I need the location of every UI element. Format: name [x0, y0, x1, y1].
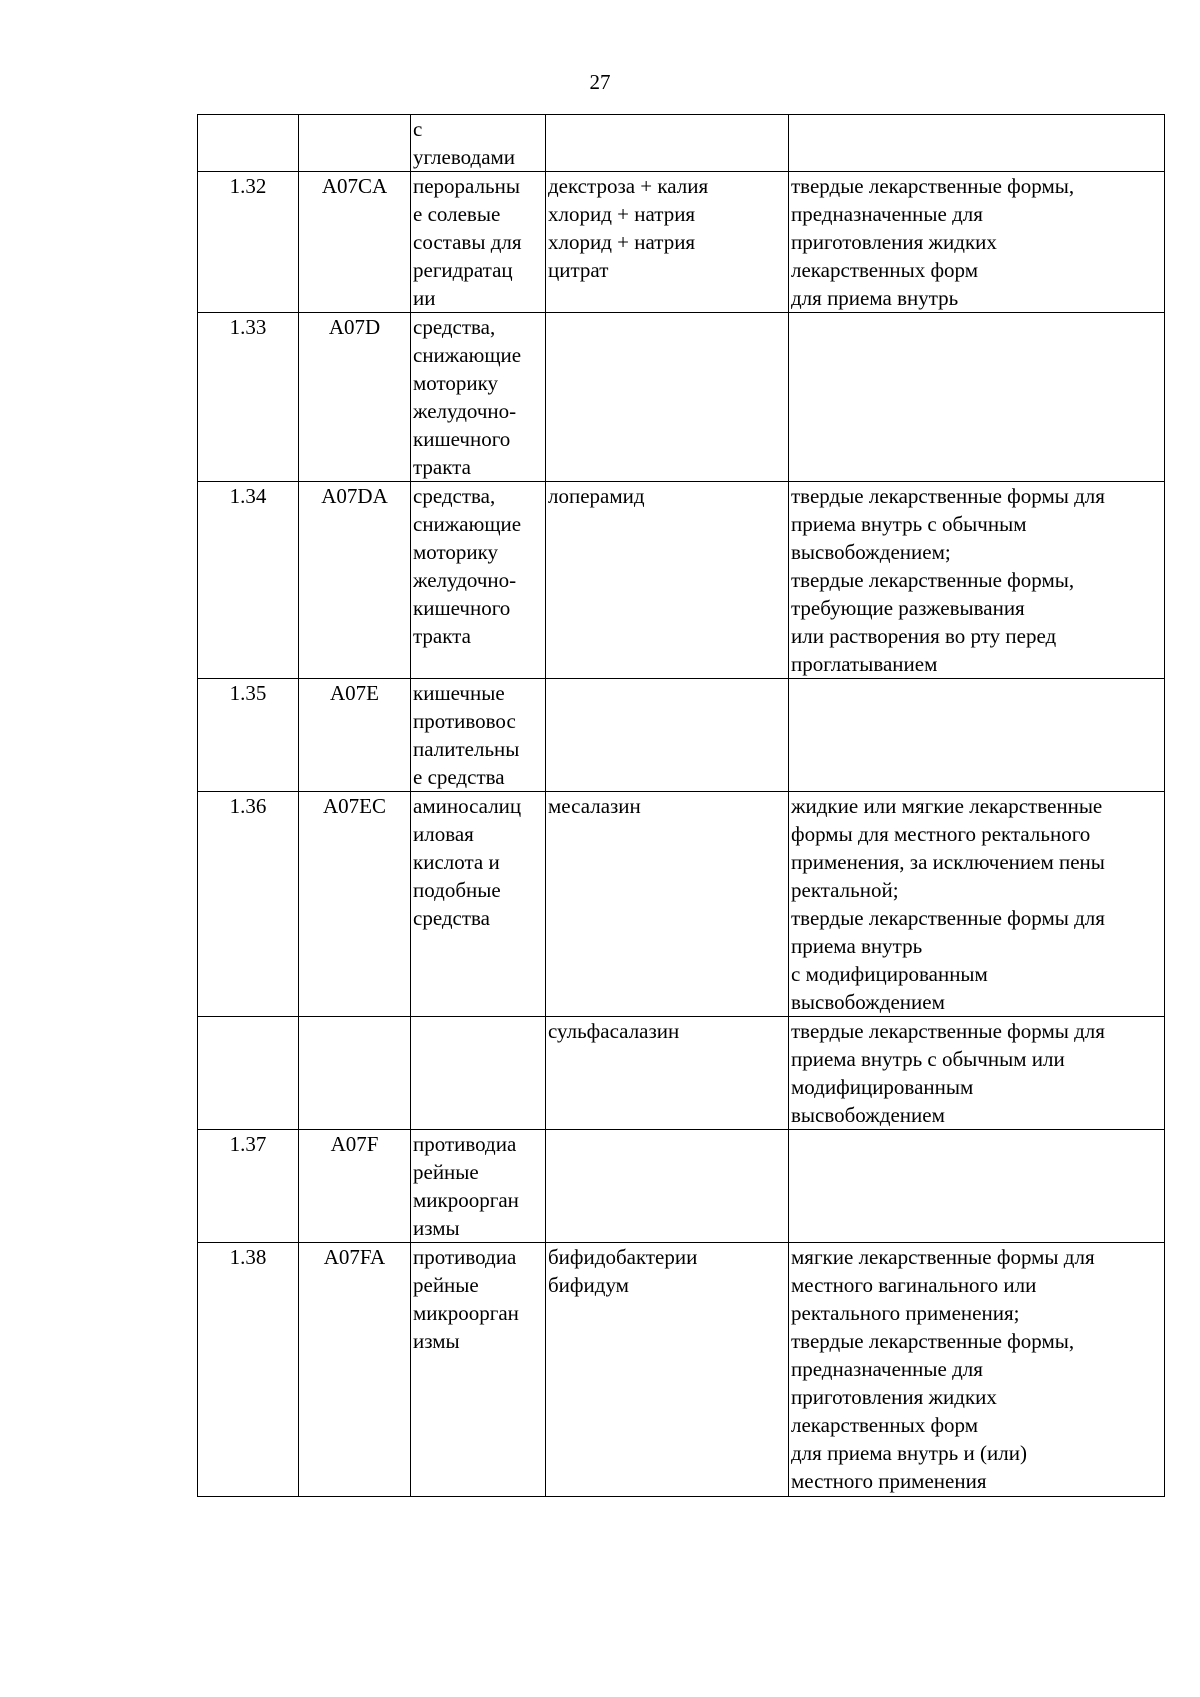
dosage-form	[789, 1130, 1165, 1243]
drug-name-line: хлорид + натрия	[548, 202, 696, 226]
pharmacologic-group-line: микроорган	[413, 1188, 519, 1212]
pharmacologic-group	[411, 1243, 546, 1497]
pharmacologic-group-line: тракта	[413, 624, 471, 648]
pharmacologic-group-line: противодиа	[413, 1132, 517, 1156]
pharmacologic-group-line: кишечного	[413, 427, 511, 451]
pharmacologic-group-line: ии	[413, 286, 436, 310]
dosage-form-line: твердые лекарственные формы,	[791, 568, 1075, 592]
pharmacologic-group-line: иловая	[413, 822, 474, 846]
dosage-form	[789, 313, 1165, 482]
drug-name	[546, 115, 789, 172]
pharmacologic-group	[411, 1017, 546, 1130]
pharmacologic-group-line: противовос	[413, 709, 516, 733]
row-number: 1.35	[198, 679, 299, 792]
pharmacologic-group-line: рейные	[413, 1273, 479, 1297]
dosage-form	[789, 1243, 1165, 1497]
pharmacologic-group-line: желудочно-	[413, 399, 517, 423]
pharmacologic-group-line: кишечного	[413, 596, 511, 620]
table-row	[198, 313, 1165, 482]
row-number: 1.33	[198, 313, 299, 482]
table-row	[198, 1243, 1165, 1497]
pharmacologic-group	[411, 1130, 546, 1243]
dosage-form-line: приема внутрь	[791, 934, 923, 958]
pharmacologic-group-line: углеводами	[413, 145, 516, 169]
drug-name-line: бифидум	[548, 1273, 629, 1297]
pharmacologic-group-line: рейные	[413, 1160, 479, 1184]
table-row	[198, 679, 1165, 792]
atc-code	[299, 115, 411, 172]
drug-name	[546, 1130, 789, 1243]
dosage-form-line: приема внутрь с обычным	[791, 512, 1027, 536]
pharmacologic-group-line: составы для	[413, 230, 522, 254]
pharmacologic-group-line: моторику	[413, 371, 499, 395]
dosage-form-line: высвобождением	[791, 990, 945, 1014]
pharmacologic-group-line: противодиа	[413, 1245, 517, 1269]
pharmacologic-group-line: е солевые	[413, 202, 501, 226]
dosage-form-line: мягкие лекарственные формы для	[791, 1245, 1095, 1269]
drug-name	[546, 172, 789, 313]
row-number: 1.38	[198, 1243, 299, 1497]
dosage-form	[789, 792, 1165, 1017]
drug-name	[546, 792, 789, 1017]
dosage-form-line: проглатыванием	[791, 652, 938, 676]
pharmacologic-group	[411, 172, 546, 313]
pharmacologic-group	[411, 115, 546, 172]
pharmacologic-group	[411, 679, 546, 792]
dosage-form-line: или растворения во рту перед	[791, 624, 1057, 648]
dosage-form	[789, 1017, 1165, 1130]
pharmacologic-group-line: измы	[413, 1216, 460, 1240]
dosage-form-line: жидкие или мягкие лекарственные	[791, 794, 1103, 818]
table-row	[198, 115, 1165, 172]
atc-code: A07CA	[299, 172, 411, 313]
dosage-form-line: ректального применения;	[791, 1301, 1020, 1325]
pharmacologic-group-line: е средства	[413, 765, 505, 789]
table-row	[198, 482, 1165, 679]
dosage-form	[789, 115, 1165, 172]
atc-code: A07FA	[299, 1243, 411, 1497]
medication-table	[197, 114, 1165, 1497]
dosage-form-line: местного вагинального или	[791, 1273, 1037, 1297]
dosage-form-line: приема внутрь с обычным или	[791, 1047, 1065, 1071]
dosage-form-line: предназначенные для	[791, 1357, 983, 1381]
drug-name	[546, 679, 789, 792]
pharmacologic-group-line: пероральны	[413, 174, 520, 198]
pharmacologic-group-line: средства,	[413, 315, 496, 339]
pharmacologic-group-line: измы	[413, 1329, 460, 1353]
atc-code: A07D	[299, 313, 411, 482]
row-number: 1.37	[198, 1130, 299, 1243]
atc-code: A07EC	[299, 792, 411, 1017]
row-number	[198, 1017, 299, 1130]
atc-code	[299, 1017, 411, 1130]
dosage-form-line: высвобождением	[791, 1103, 945, 1127]
dosage-form-line: высвобождением;	[791, 540, 951, 564]
table-row	[198, 792, 1165, 1017]
pharmacologic-group	[411, 482, 546, 679]
dosage-form-line: местного применения	[791, 1469, 987, 1493]
row-number: 1.32	[198, 172, 299, 313]
pharmacologic-group-line: моторику	[413, 540, 499, 564]
pharmacologic-group	[411, 792, 546, 1017]
page-number: 27	[589, 70, 611, 94]
drug-name	[546, 1243, 789, 1497]
dosage-form-line: требующие разжевывания	[791, 596, 1025, 620]
dosage-form-line: лекарственных форм	[791, 258, 979, 282]
atc-code: A07DA	[299, 482, 411, 679]
pharmacologic-group-line: снижающие	[413, 512, 522, 536]
dosage-form-line: модифицированным	[791, 1075, 974, 1099]
pharmacologic-group-line: микроорган	[413, 1301, 519, 1325]
pharmacologic-group	[411, 313, 546, 482]
dosage-form-line: для приема внутрь и (или)	[791, 1441, 1027, 1465]
drug-name-line: хлорид + натрия	[548, 230, 696, 254]
drug-name-line: цитрат	[548, 258, 609, 282]
pharmacologic-group-line: регидратац	[413, 258, 513, 282]
drug-name	[546, 1017, 789, 1130]
pharmacologic-group-line: снижающие	[413, 343, 522, 367]
row-number	[198, 115, 299, 172]
dosage-form-line: применения, за исключением пены	[791, 850, 1105, 874]
row-number: 1.34	[198, 482, 299, 679]
pharmacologic-group-line: кислота и	[413, 850, 500, 874]
pharmacologic-group-line: желудочно-	[413, 568, 517, 592]
dosage-form-line: для приема внутрь	[791, 286, 959, 310]
drug-name	[546, 482, 789, 679]
drug-name	[546, 313, 789, 482]
table-row	[198, 1017, 1165, 1130]
pharmacologic-group-line: палительны	[413, 737, 520, 761]
dosage-form	[789, 172, 1165, 313]
dosage-form-line: твердые лекарственные формы,	[791, 174, 1075, 198]
dosage-form-line: формы для местного ректального	[791, 822, 1091, 846]
drug-name-line: декстроза + калия	[548, 174, 709, 198]
dosage-form-line: твердые лекарственные формы,	[791, 1329, 1075, 1353]
dosage-form-line: с модифицированным	[791, 962, 988, 986]
pharmacologic-group-line: средства,	[413, 484, 496, 508]
drug-name-line: сульфасалазин	[548, 1019, 680, 1043]
dosage-form	[789, 482, 1165, 679]
pharmacologic-group-line: с	[413, 117, 423, 141]
drug-name-line: месалазин	[548, 794, 641, 818]
atc-code: A07F	[299, 1130, 411, 1243]
dosage-form-line: лекарственных форм	[791, 1413, 979, 1437]
dosage-form-line: приготовления жидких	[791, 1385, 997, 1409]
row-number: 1.36	[198, 792, 299, 1017]
pharmacologic-group-line: аминосалиц	[413, 794, 522, 818]
table-body	[198, 115, 1165, 1497]
dosage-form-line: приготовления жидких	[791, 230, 997, 254]
atc-code: A07E	[299, 679, 411, 792]
dosage-form-line: твердые лекарственные формы для	[791, 484, 1105, 508]
dosage-form-line: твердые лекарственные формы для	[791, 1019, 1105, 1043]
table-row	[198, 1130, 1165, 1243]
table-row	[198, 172, 1165, 313]
dosage-form-line: ректальной;	[791, 878, 899, 902]
drug-name-line: лоперамид	[548, 484, 645, 508]
dosage-form-line: предназначенные для	[791, 202, 983, 226]
drug-name-line: бифидобактерии	[548, 1245, 698, 1269]
pharmacologic-group-line: подобные	[413, 878, 501, 902]
pharmacologic-group-line: кишечные	[413, 681, 505, 705]
dosage-form	[789, 679, 1165, 792]
pharmacologic-group-line: средства	[413, 906, 491, 930]
pharmacologic-group-line: тракта	[413, 455, 471, 479]
dosage-form-line: твердые лекарственные формы для	[791, 906, 1105, 930]
